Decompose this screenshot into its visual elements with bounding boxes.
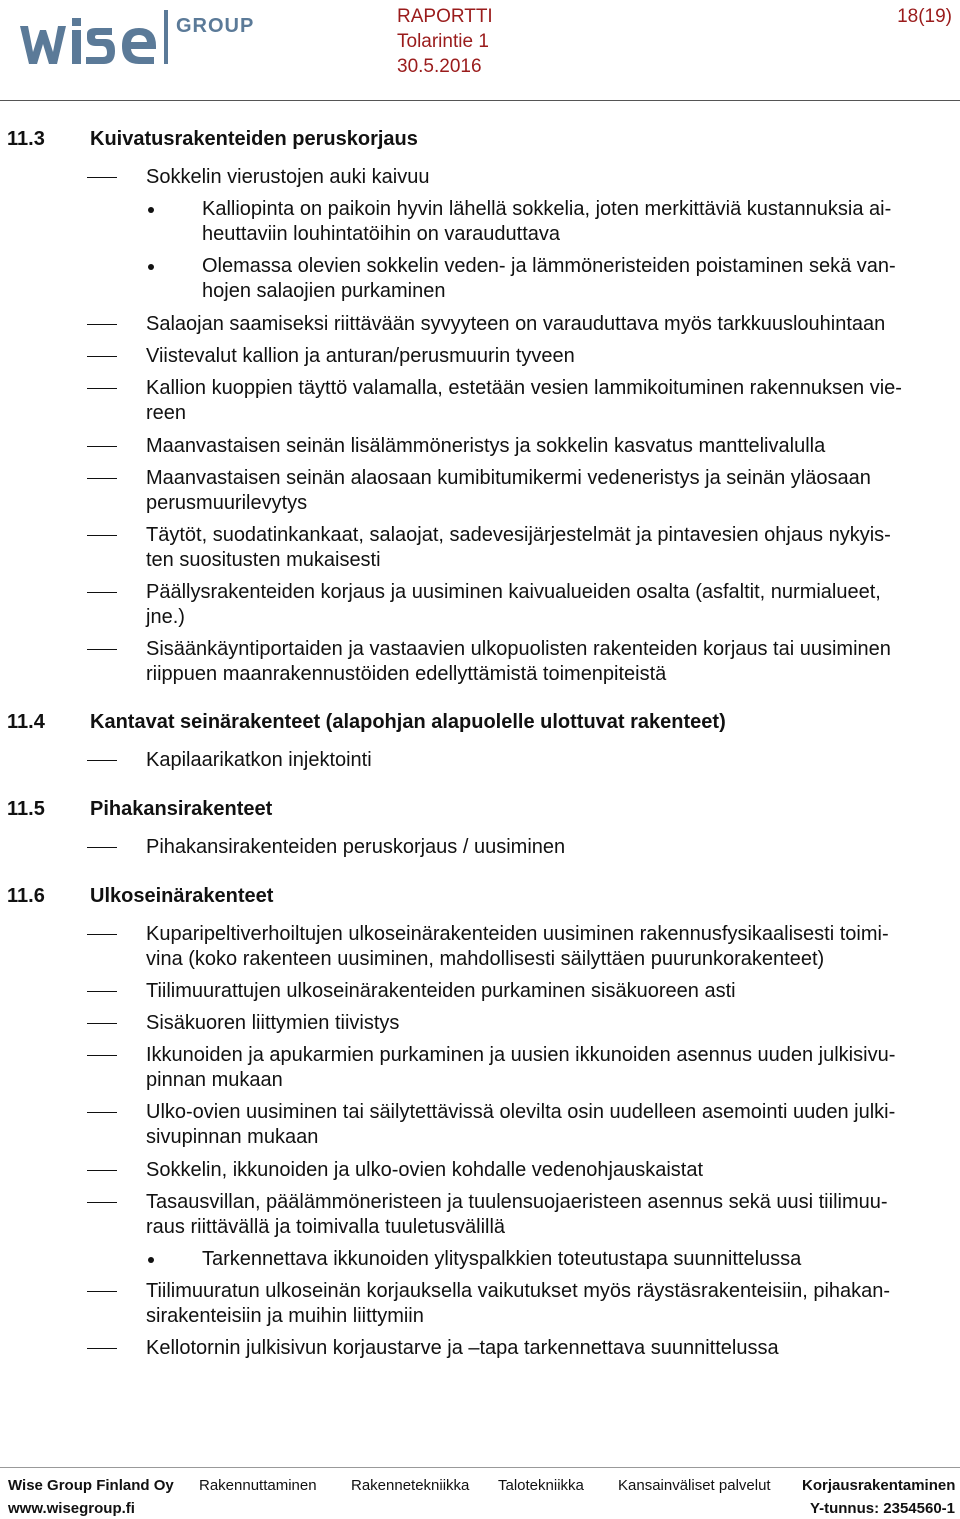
dash-bullet [87,1023,117,1024]
section-title: Kuivatusrakenteiden peruskorjaus [90,128,418,150]
list-item: Kuparipeltiverhoiltujen ulkoseinärakenteiden uusiminen rakennusfysikaalisesti toimi- vina (koko rakenteen uusiminen, mahdollisesti säilyttäen puurunkorakenteet) [146,923,889,970]
dash-bullet [87,446,117,447]
section-title: Pihakansirakenteet [90,798,273,820]
dash-bullet [87,1112,117,1113]
list-item: Sisäkuoren liittymien tiivistys [146,1012,400,1034]
report-label: RAPORTTI [397,6,493,27]
report-date: 30.5.2016 [397,56,482,77]
footer-service: Korjausrakentaminen [802,1477,956,1494]
list-item: Pihakansirakenteiden peruskorjaus / uusiminen [146,836,566,858]
sub-list-item: Kalliopinta on paikoin hyvin lähellä sokkelia, joten merkittäviä kustannuksia ai- heuttaviin louhintatöihin on varauduttava [202,198,892,245]
list-item: Kellotornin julkisivun korjaustarve ja –tapa tarkennettava suunnittelussa [146,1337,779,1359]
footer-service: Kansainväliset palvelut [618,1477,771,1494]
dash-bullet [87,934,117,935]
dash-bullet [87,177,117,178]
dash-bullet [87,478,117,479]
list-item: Salaojan saamiseksi riittävään syvyyteen on varauduttava myös tarkkuuslouhintaan [146,313,886,335]
footer-divider [0,1467,960,1468]
dot-bullet [148,264,154,270]
section-heading [7,884,273,908]
list-item: Tiilimuuratun ulkoseinän korjauksella vaikutukset myös räystäsrakenteisiin, pihakan- sirakenteisiin ja muihin liittymiin [146,1280,891,1327]
dash-bullet [87,1348,117,1349]
footer-service: Rakennuttaminen [199,1477,317,1494]
dash-bullet [87,1055,117,1056]
svg-text:GROUP: GROUP [176,15,255,37]
sub-list-item: Tarkennettava ikkunoiden ylityspalkkien toteutustapa suunnittelussa [202,1248,802,1270]
list-item: Tiilimuurattujen ulkoseinärakenteiden purkaminen sisäkuoreen asti [146,980,736,1002]
section-title: Kantavat seinärakenteet (alapohjan alapuolelle ulottuvat rakenteet) [90,711,726,733]
footer-service: Rakennetekniikka [351,1477,470,1494]
footer-service: Talotekniikka [498,1477,584,1494]
report-address: Tolarintie 1 [397,31,489,52]
dash-bullet [87,1170,117,1171]
list-item: Kapilaarikatkon injektointi [146,749,372,771]
list-item: Päällysrakenteiden korjaus ja uusiminen kaivualueiden osalta (asfaltit, nurmialueet, jne.) [146,581,881,628]
footer-company: Wise Group Finland Oy [8,1477,174,1494]
footer-business-id: Y-tunnus: 2354560-1 [809,1500,955,1517]
list-item: Viistevalut kallion ja anturan/perusmuurin tyveen [146,345,575,367]
dash-bullet [87,324,117,325]
list-item: Sisäänkäyntiportaiden ja vastaavien ulkopuolisten rakenteiden korjaus tai uusiminen riippuen maanrakennustöiden edellyttämistä toimenpiteistä [146,638,891,685]
list-item: Sokkelin, ikkunoiden ja ulko-ovien kohdalle vedenohjauskaistat [146,1159,704,1181]
list-item: Sokkelin vierustojen auki kaivuu [146,166,430,188]
list-item: Maanvastaisen seinän alaosaan kumibitumikermi vedeneristys ja seinän yläosaan perusmuurilevytys [146,467,871,514]
list-item: Täytöt, suodatinkankaat, salaojat, sadevesijärjestelmät ja pintavesien ohjaus nykyis- ten suositusten mukaisesti [146,524,891,571]
list-item: Kallion kuoppien täyttö valamalla, estetään vesien lammikoituminen rakennuksen vie- reen [146,377,902,424]
dash-bullet [87,592,117,593]
dash-bullet [87,760,117,761]
section-number: 11.6 [7,885,45,907]
dash-bullet [87,356,117,357]
footer-website[interactable]: www.wisegroup.fi [8,1500,135,1517]
sub-list-item: Olemassa olevien sokkelin veden- ja lämmöneristeiden poistaminen sekä van- hojen salaojien purkaminen [202,255,896,302]
dot-bullet [148,207,154,213]
dash-bullet [87,991,117,992]
dot-bullet [148,1257,154,1263]
section-number: 11.4 [7,711,45,733]
section-number: 11.5 [7,798,45,820]
list-item: Maanvastaisen seinän lisälämmöneristys ja sokkelin kasvatus manttelivalulla [146,435,826,457]
section-heading [7,127,418,151]
section-heading [7,710,726,734]
section-heading [7,797,272,821]
list-item: Ikkunoiden ja apukarmien purkaminen ja uusien ikkunoiden asennus uuden julkisivu- pinnan mukaan [146,1044,896,1091]
page-number: 18(19) [897,6,952,27]
dash-bullet [87,649,117,650]
dash-bullet [87,535,117,536]
section-number: 11.3 [7,128,45,150]
list-item: Ulko-ovien uusiminen tai säilytettävissä olevilta osin uudelleen asemointi uuden julki- sivupinnan mukaan [146,1101,896,1148]
list-item: Tasausvillan, päälämmöneristeen ja tuulensuojaeristeen asennus sekä uusi tiilimuu- raus riittävällä ja toimivalla tuuletusvälillä [146,1191,888,1238]
dash-bullet [87,1291,117,1292]
dash-bullet [87,1202,117,1203]
section-title: Ulkoseinärakenteet [90,885,274,907]
dash-bullet [87,388,117,389]
dash-bullet [87,847,117,848]
